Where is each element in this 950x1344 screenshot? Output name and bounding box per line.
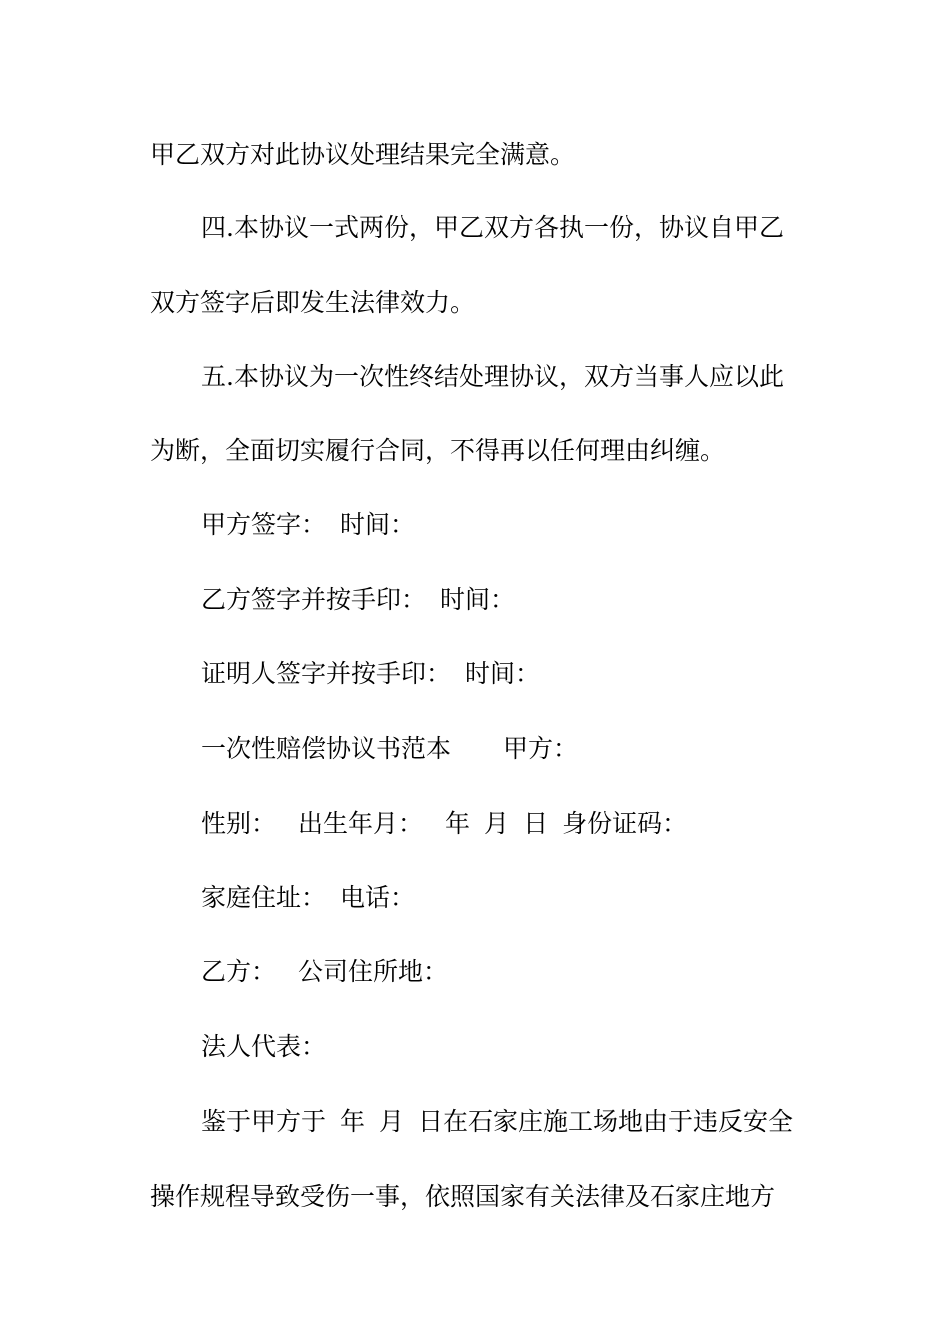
party-b-info-line (201, 955, 811, 989)
address-line (201, 881, 811, 915)
paragraph-line: 甲乙双方对此协议处理结果完全满意。 (150, 140, 576, 169)
year-label: 年 (445, 809, 471, 838)
clause-five-line-1: 五.本协议为一次性终结处理协议，双方当事人应以此 (201, 362, 784, 391)
template-title: 一次性赔偿协议书范本 (201, 734, 452, 763)
template-party-a-label: 甲方： (503, 734, 579, 763)
legal-rep-line: 法人代表： (201, 1032, 327, 1061)
gender-label: 性别： (201, 809, 277, 838)
body-month-label: 月 (379, 1107, 405, 1136)
signature-party-b-line (201, 583, 811, 617)
clause-five-line-2: 为断，全面切实履行合同，不得再以任何理由纠缠。 (150, 436, 726, 465)
party-b-time-label: 时间： (440, 585, 516, 614)
day-label: 日 (523, 809, 549, 838)
signature-party-a-line (201, 508, 811, 542)
clause-four-line-2: 双方签字后即发生法律效力。 (150, 288, 476, 317)
party-b-signature-label: 乙方签字并按手印： (201, 585, 427, 614)
personal-info-line (201, 807, 811, 841)
body-year-label: 年 (340, 1107, 366, 1136)
month-label: 月 (484, 809, 510, 838)
company-address-label: 公司住所地： (298, 957, 449, 986)
party-a-time-label: 时间： (340, 510, 416, 539)
home-address-label: 家庭住址： (201, 883, 327, 912)
witness-signature-label: 证明人签字并按手印： (201, 659, 452, 688)
body-intro-text: 鉴于甲方于 (201, 1107, 327, 1136)
signature-witness-line (201, 657, 811, 691)
id-number-label: 身份证码： (562, 809, 688, 838)
party-a-signature-label: 甲方签字： (201, 510, 327, 539)
phone-label: 电话： (340, 883, 416, 912)
witness-time-label: 时间： (465, 659, 541, 688)
birth-label: 出生年月： (298, 809, 424, 838)
body-line-2: 操作规程导致受伤一事，依照国家有关法律及石家庄地方 (150, 1182, 776, 1211)
clause-four-line-1: 四.本协议一式两份，甲乙双方各执一份，协议自甲乙 (201, 213, 784, 242)
body-rest-text: 日在石家庄施工场地由于违反安全 (418, 1107, 794, 1136)
template-party-b-label: 乙方： (201, 957, 277, 986)
body-line-1 (201, 1105, 811, 1139)
template-title-line (201, 732, 811, 766)
